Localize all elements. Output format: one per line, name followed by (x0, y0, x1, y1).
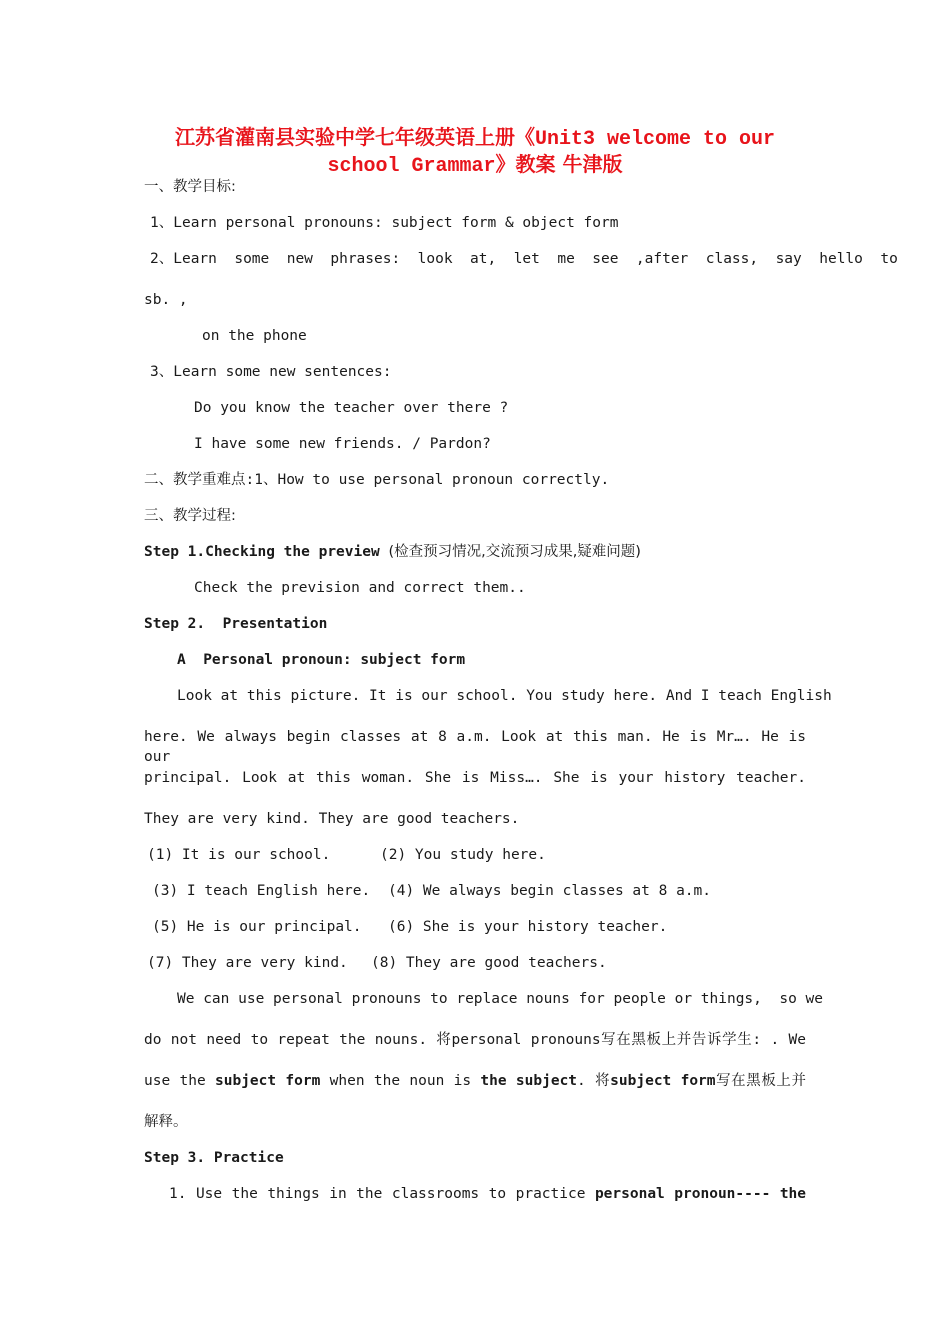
step2-para-line1: Look at this picture. It is our school. You study here. And I teach English (177, 688, 832, 704)
step2-para-line3: principal. Look at this woman. She is Miss…. She is your history teacher. (144, 770, 806, 786)
objective-2-cont2: on the phone (202, 328, 307, 344)
objective-2: 2、Learn some new phrases: look at, let me see ,after class, say hello to (150, 251, 898, 267)
sentence-1: (1) It is our school. (147, 847, 331, 863)
sentence-2: (2) You study here. (380, 847, 546, 863)
sentence-5: (5) He is our principal. (152, 919, 362, 935)
objectives-heading: 一、教学目标: (144, 179, 236, 195)
title-line1-en: Unit3 welcome to our (534, 128, 776, 151)
explain-text-c: when the noun is (320, 1073, 481, 1089)
step2-para-line4: They are very kind. They are good teachers. (144, 811, 520, 827)
step1-note: (检查预习情况,交流预习成果,疑难问题) (388, 544, 641, 560)
objective-3: 3、Learn some new sentences: (150, 364, 392, 380)
objective-sentence-2: I have some new friends. / Pardon? (194, 436, 491, 452)
objective-2-cont: sb. , (144, 292, 188, 308)
step3-task (169, 1184, 806, 1204)
explain-text-e: . 将 (577, 1073, 611, 1089)
explain-text-g: 写在黑板上并 (715, 1073, 807, 1089)
explain-subject-form-2: subject form (610, 1073, 716, 1089)
title-line2-cn: 》教案 牛津版 (495, 152, 623, 176)
explain-subject-form-1: subject form (215, 1073, 321, 1089)
process-heading: 三、教学过程: (144, 508, 236, 524)
objective-1: 1、Learn personal pronouns: subject form & object form (150, 215, 619, 231)
title-line2-en: school Grammar (327, 155, 496, 178)
step3-label: Step 3. Practice (144, 1150, 284, 1166)
explain-the-subject: the subject (480, 1073, 578, 1089)
explain-line2: do not need to repeat the nouns. 将personal pronouns写在黑板上并告诉学生: . We (144, 1032, 806, 1048)
sentence-6: (6) She is your history teacher. (388, 919, 668, 935)
step1-text: Check the prevision and correct them.. (194, 580, 526, 596)
step3-task-text: 1. Use the things in the classrooms to practice (169, 1186, 595, 1202)
step3-task-bold: personal pronoun---- the (594, 1186, 807, 1202)
sentence-4: (4) We always begin classes at 8 a.m. (388, 883, 712, 899)
document-title (100, 125, 850, 179)
explain-text-a: use the (144, 1073, 216, 1089)
step2-para-line2: here. We always begin classes at 8 a.m. Look at this man. He is Mr…. He is our (144, 729, 806, 765)
title-line1-cn: 江苏省灌南县实验中学七年级英语上册《 (174, 125, 535, 149)
step1-line (144, 542, 641, 562)
step2-label: Step 2. Presentation (144, 616, 328, 632)
keypoints: 二、教学重难点:1、How to use personal pronoun correctly. (144, 472, 610, 488)
explain-line3 (144, 1071, 806, 1091)
sentence-8: (8) They are good teachers. (371, 955, 607, 971)
sentence-7: (7) They are very kind. (147, 955, 348, 971)
explain-line4: 解释。 (144, 1114, 188, 1130)
explain-line1: We can use personal pronouns to replace nouns for people or things, so we (177, 991, 824, 1007)
step1-label: Step 1.Checking the preview (144, 544, 380, 560)
sentence-3: (3) I teach English here. (152, 883, 371, 899)
objective-sentence-1: Do you know the teacher over there ? (194, 400, 509, 416)
step2-sub: A Personal pronoun: subject form (177, 652, 466, 668)
